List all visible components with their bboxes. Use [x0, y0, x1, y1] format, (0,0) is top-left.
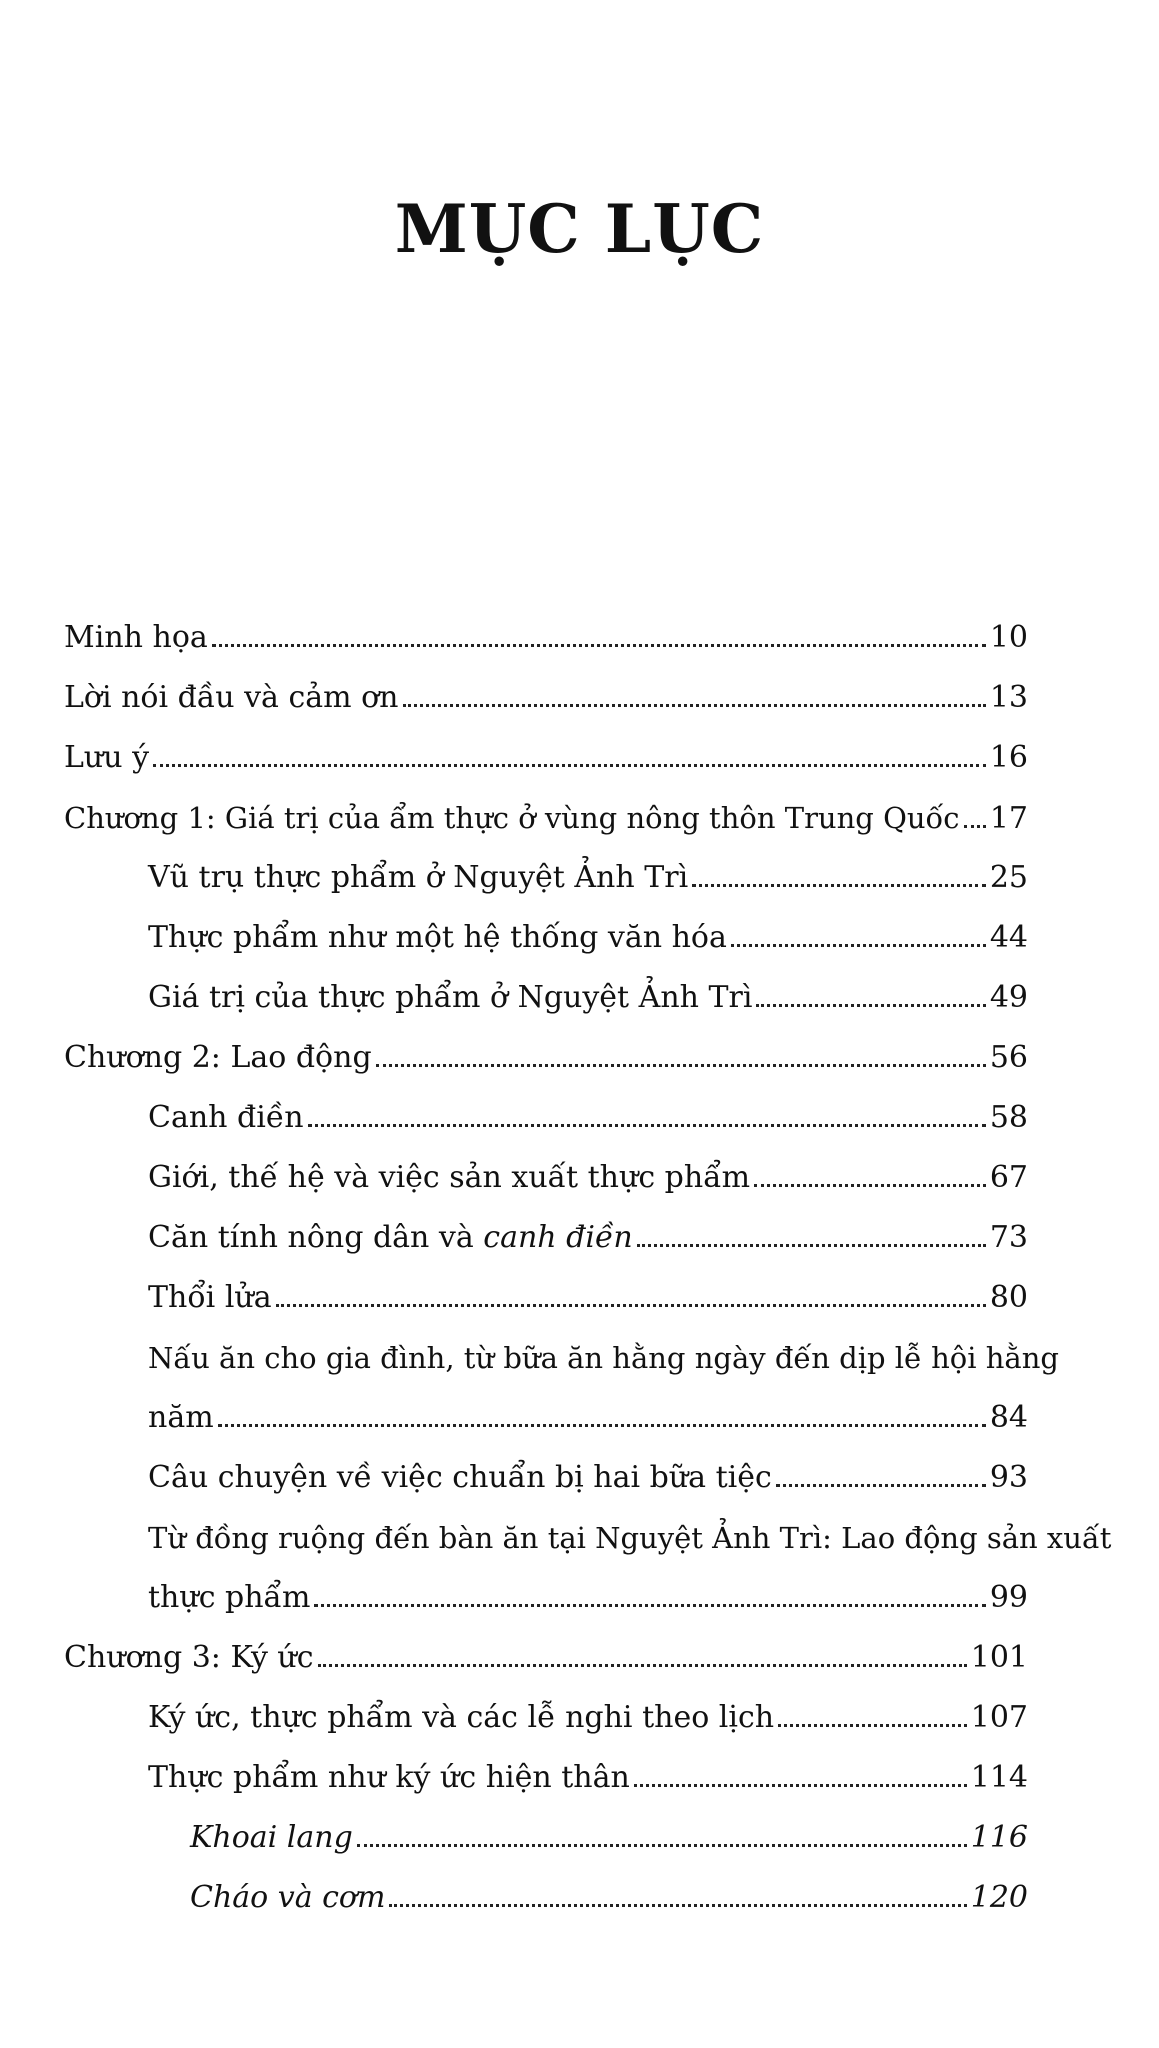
dot-leader — [692, 880, 986, 887]
toc-entry-page: 107 — [970, 1700, 1028, 1735]
toc-entry-page: 120 — [970, 1880, 1028, 1915]
dot-leader — [731, 940, 986, 947]
toc-entry-page: 56 — [989, 1040, 1028, 1075]
toc-entry-page: 67 — [989, 1160, 1028, 1195]
toc-entry-title — [148, 1208, 633, 1268]
toc-entry-subsection — [190, 1868, 1028, 1928]
toc-entry-title-italic: canh điền — [483, 1220, 633, 1255]
toc-entry-section — [148, 1748, 1028, 1808]
toc-entry-title: Câu chuyện về việc chuẩn bị hai bữa tiệc — [148, 1460, 772, 1495]
toc-entry-title: Cháo và cơm — [190, 1880, 386, 1915]
toc-entry-title: Ký ức, thực phẩm và các lễ nghi theo lịch — [148, 1700, 775, 1735]
toc-entry-title: Thực phẩm như ký ức hiện thân — [148, 1760, 630, 1795]
dot-leader — [756, 1000, 985, 1007]
toc-entry-title: Minh họa — [64, 620, 208, 655]
toc-entry-title: năm — [148, 1400, 214, 1435]
toc-entry-page: 93 — [989, 1460, 1028, 1495]
toc-entry-section — [148, 1148, 1028, 1208]
toc-entry-page: 101 — [970, 1640, 1028, 1675]
toc-entry-illustrations — [64, 608, 1028, 668]
dot-leader — [376, 1060, 986, 1067]
toc-entry-title: Giới, thế hệ và việc sản xuất thực phẩm — [148, 1160, 751, 1195]
toc-entry-page: 49 — [989, 980, 1028, 1015]
dot-leader — [212, 640, 986, 647]
dot-leader — [403, 700, 986, 707]
dot-leader — [276, 1300, 986, 1307]
toc-entry-section — [148, 1688, 1028, 1748]
toc-entry-page: 10 — [989, 620, 1028, 655]
dot-leader — [308, 1120, 986, 1127]
toc-entry-page: 44 — [989, 920, 1028, 955]
toc-entry-title: Chương 3: Ký ức — [64, 1640, 314, 1675]
toc-entry-title: Khoai lang — [190, 1820, 353, 1855]
dot-leader — [778, 1720, 967, 1727]
toc-entry-preface — [64, 668, 1028, 728]
toc-entry-notes — [64, 728, 1028, 788]
toc-entry-page: 17 — [989, 801, 1028, 836]
toc-entry-chapter-3 — [64, 1628, 1028, 1688]
dot-leader — [218, 1420, 986, 1427]
toc-entry-title: Canh điền — [148, 1100, 304, 1135]
toc-entry-title-line-1: Nấu ăn cho gia đình, từ bữa ăn hằng ngày đến dịp lễ hội hằng — [148, 1341, 1059, 1375]
toc-entry-page: 84 — [989, 1400, 1028, 1435]
toc-entry-page: 99 — [989, 1580, 1028, 1615]
dot-leader — [776, 1480, 986, 1487]
toc-entry-page: 73 — [989, 1220, 1028, 1255]
toc-entry-title-plain: Căn tính nông dân và — [148, 1220, 484, 1255]
toc-entry-title: Lưu ý — [64, 740, 150, 775]
toc-entry-page: 13 — [989, 680, 1028, 715]
toc-entry-section — [148, 848, 1028, 908]
toc-entry-section — [148, 1388, 1028, 1448]
dot-leader — [964, 821, 986, 828]
toc-entry-title: Chương 1: Giá trị của ẩm thực ở vùng nông thôn Trung Quốc — [64, 801, 960, 835]
toc-entry-section — [148, 1448, 1028, 1508]
toc-entry-chapter-1 — [64, 788, 1028, 848]
toc-entry-page: 25 — [989, 860, 1028, 895]
toc-entry-section — [148, 968, 1028, 1028]
toc-entry-section — [148, 1268, 1028, 1328]
toc-entry-chapter-2 — [64, 1028, 1028, 1088]
toc-entry-title: Thổi lửa — [148, 1280, 272, 1315]
toc-entry-page: 16 — [989, 740, 1028, 775]
toc-entry-title: Lời nói đầu và cảm ơn — [64, 680, 399, 715]
toc-entry-page: 80 — [989, 1280, 1028, 1315]
toc-entry-title-line-1: Từ đồng ruộng đến bàn ăn tại Nguyệt Ảnh Trì: Lao động sản xuất — [148, 1521, 1112, 1555]
toc-entry-subsection — [190, 1808, 1028, 1868]
toc-entry-title: Giá trị của thực phẩm ở Nguyệt Ảnh Trì — [148, 980, 753, 1015]
dot-leader — [318, 1660, 967, 1667]
toc-entry-section — [148, 1568, 1028, 1628]
dot-leader — [637, 1240, 986, 1247]
dot-leader — [754, 1180, 986, 1187]
toc-entry-page: 58 — [989, 1100, 1028, 1135]
toc-entry-title: Chương 2: Lao động — [64, 1040, 372, 1075]
toc-entry-page: 114 — [970, 1760, 1028, 1795]
toc-entry-section — [148, 1088, 1028, 1148]
toc-entry-title: Vũ trụ thực phẩm ở Nguyệt Ảnh Trì — [148, 860, 689, 895]
toc-entry-page: 116 — [970, 1820, 1028, 1855]
dot-leader — [389, 1900, 966, 1907]
page-title: MỤC LỤC — [394, 190, 765, 268]
toc-entry-title: thực phẩm — [148, 1580, 311, 1615]
dot-leader — [357, 1840, 967, 1847]
toc-entry-title: Thực phẩm như một hệ thống văn hóa — [148, 920, 727, 955]
toc-entry-section — [148, 908, 1028, 968]
toc-entry-section — [148, 1208, 1028, 1268]
dot-leader — [634, 1780, 967, 1787]
dot-leader — [314, 1600, 985, 1607]
dot-leader — [153, 760, 986, 767]
